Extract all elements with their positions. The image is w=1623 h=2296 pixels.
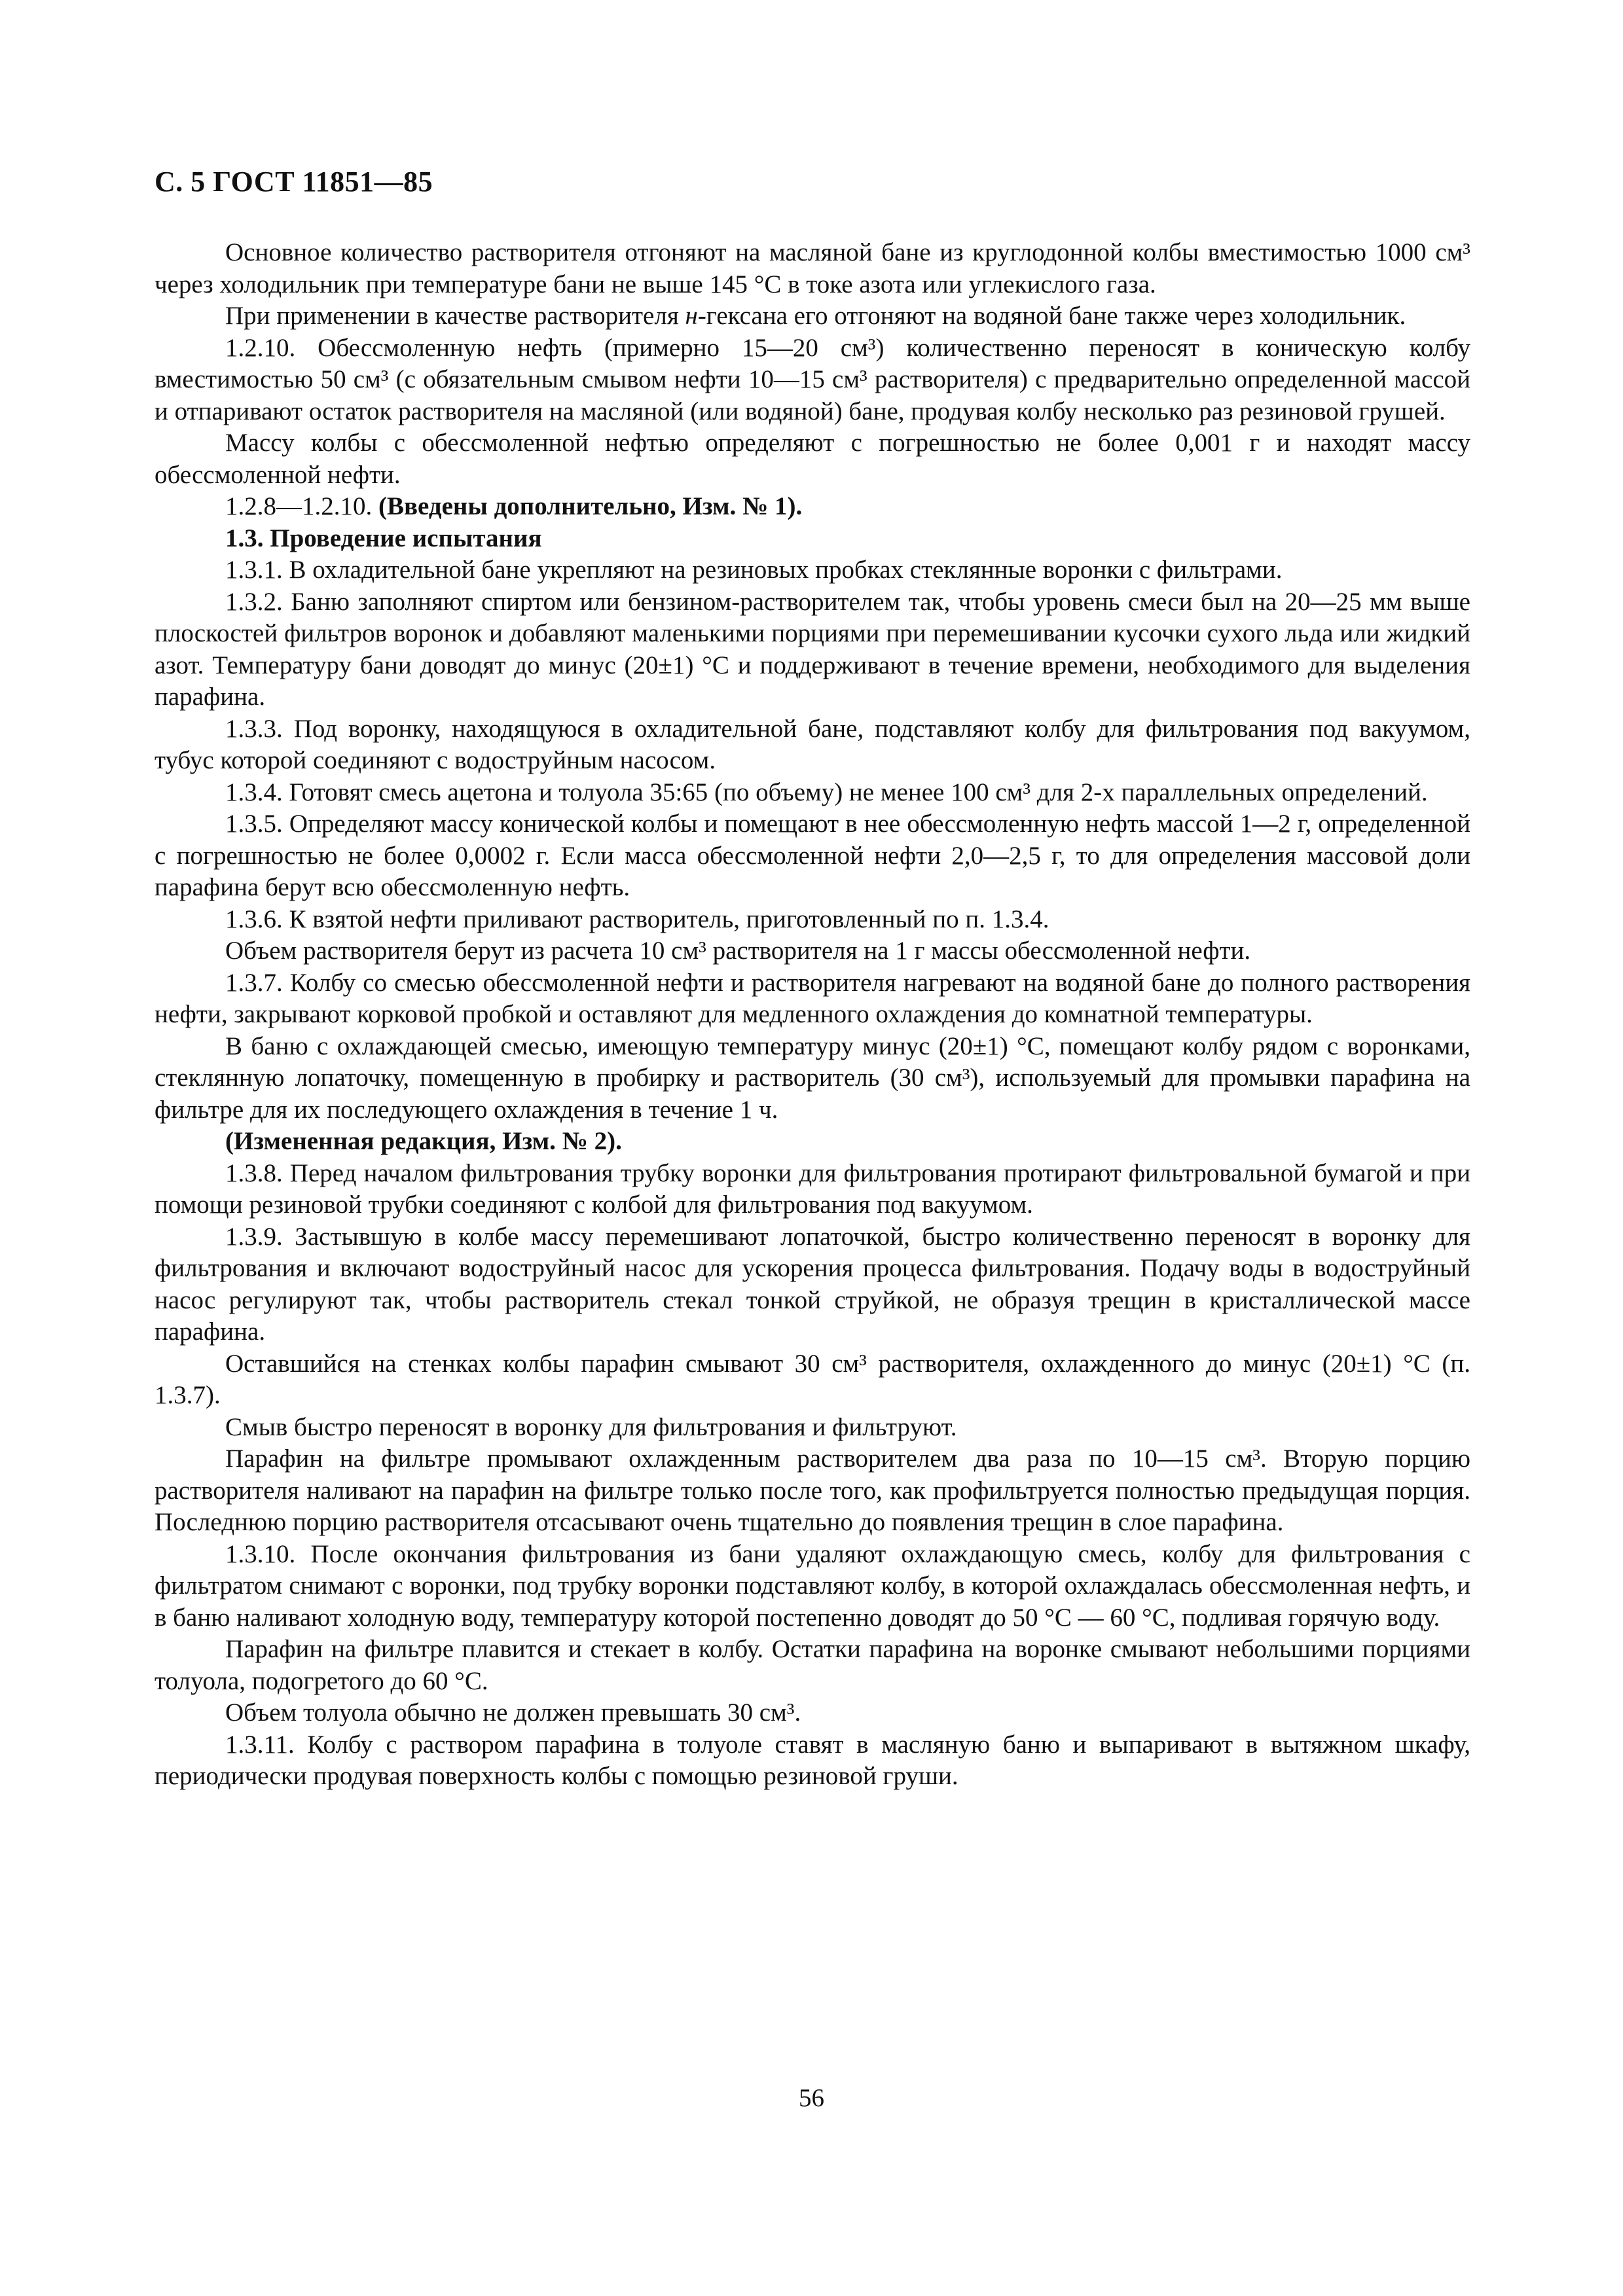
document-body xyxy=(155,237,1470,1793)
section-heading: 1.3. Проведение испытания xyxy=(225,524,542,552)
paragraph: Основное количество растворителя отгоняют на масляной бане из круглодонной колбы вместимостью 1000 см³ через холодильник при температуре бани не выше 145 °С в токе азота или углекислого газа. xyxy=(155,238,1470,298)
paragraph: Оставшийся на стенках колбы парафин смывают 30 см³ растворителя, охлажденного до минус (20±1) °С (п. 1.3.7). xyxy=(155,1349,1470,1409)
paragraph: 1.3.3. Под воронку, находящуюся в охладительной бане, подставляют колбу для фильтрования под вакуумом, тубус которой соединяют с водоструйным насосом. xyxy=(155,714,1470,774)
paragraph: 1.3.2. Баню заполняют спиртом или бензином-растворителем так, чтобы уровень смеси был на 20—25 мм выше плоскостей фильтров воронок и добавляют маленькими порциями при перемешивании кусочки сухого льда или жидкий азот. Температуру бани доводят до минус (20±1) °С и поддерживают в течение времени, необходимого для выделения парафина. xyxy=(155,587,1470,711)
paragraph: Объем растворителя берут из расчета 10 см³ растворителя на 1 г массы обессмоленной нефти. xyxy=(225,937,1251,965)
text-run: При применении в качестве растворителя xyxy=(225,302,685,330)
amendment-note xyxy=(155,491,1470,523)
italic-text: н xyxy=(685,302,698,330)
paragraph: 1.3.8. Перед началом фильтрования трубку воронки для фильтрования протирают фильтровальной бумагой и при помощи резиновой трубки соединяют с колбой для фильтрования под вакуумом. xyxy=(155,1158,1470,1219)
text-run: -гексана его отгоняют на водяной бане также через холодильник. xyxy=(697,302,1406,330)
paragraph: 1.3.10. После окончания фильтрования из бани удаляют охлаждающую смесь, колбу для фильтрования с фильтратом снимают с воронки, под трубку воронки подставляют колбу, в которой охлаждалась обессмоленная нефть, и в баню наливают холодную воду, температуру которой постепенно доводят до 50 °С — 60 °С, подливая горячую воду. xyxy=(155,1539,1470,1632)
paragraph: 1.3.9. Застывшую в колбе массу перемешивают лопаточкой, быстро количественно переносят в воронку для фильтрования и включают водоструйный насос для ускорения процесса фильтрования. Подачу воды в водоструйный насос регулируют так, чтобы растворитель стекал тонкой струйкой, не образуя трещин в кристаллической массе парафина. xyxy=(155,1222,1470,1346)
paragraph: Парафин на фильтре плавится и стекает в колбу. Остатки парафина на воронке смывают небольшими порциями толуола, подогретого до 60 °С. xyxy=(155,1635,1470,1695)
paragraph: Парафин на фильтре промывают охлажденным растворителем два раза по 10—15 см³. Вторую порцию растворителя наливают на парафин на фильтре только после того, как профильтруется полностью предыдущая порция. Последнюю порцию растворителя отсасывают очень тщательно до появления трещин в слое парафина. xyxy=(155,1444,1470,1536)
paragraph: 1.3.5. Определяют массу конической колбы и помещают в нее обессмоленную нефть массой 1—2 г, определенной с погрешностью не более 0,0002 г. Если масса обессмоленной нефти 2,0—2,5 г, то для определения массовой доли парафина берут всю обессмоленную нефть. xyxy=(155,810,1470,901)
page-number: 56 xyxy=(799,2084,824,2112)
page-header: С. 5 ГОСТ 11851—85 xyxy=(155,166,433,198)
paragraph xyxy=(155,300,1470,332)
paragraph: 1.3.1. В охладительной бане укрепляют на резиновых пробках стеклянные воронки с фильтрами. xyxy=(225,556,1283,584)
paragraph: Массу колбы с обессмоленной нефтью определяют с погрешностью не более 0,001 г и находят массу обессмоленной нефти. xyxy=(155,429,1470,489)
paragraph: 1.3.6. К взятой нефти приливают растворитель, приготовленный по п. 1.3.4. xyxy=(225,905,1049,933)
text-run: 1.2.8—1.2.10. xyxy=(225,492,378,520)
amendment-note: (Измененная редакция, Изм. № 2). xyxy=(225,1127,622,1155)
paragraph: Смыв быстро переносят в воронку для фильтрования и фильтруют. xyxy=(225,1412,957,1441)
paragraph: 1.3.4. Готовят смесь ацетона и толуола 35:65 (по объему) не менее 100 см³ для 2-х параллельных определений. xyxy=(225,778,1428,806)
paragraph: 1.2.10. Обессмоленную нефть (примерно 15—20 см³) количественно переносят в коническую колбу вместимостью 50 см³ (с обязательным смывом нефти 10—15 см³ растворителя) с предварительно определенной массой и отпаривают остаток растворителя на масляной (или водяной) бане, продувая колбу несколько раз резиновой грушей. xyxy=(155,333,1470,425)
paragraph: 1.3.7. Колбу со смесью обессмоленной нефти и растворителя нагревают на водяной бане до полного растворения нефти, закрывают корковой пробкой и оставляют для медленного охлаждения до комнатной температуры. xyxy=(155,968,1470,1028)
paragraph: Объем толуола обычно не должен превышать 30 см³. xyxy=(225,1698,801,1727)
bold-text: (Введены дополнительно, Изм. № 1). xyxy=(378,492,803,520)
paragraph: 1.3.11. Колбу с раствором парафина в толуоле ставят в масляную баню и выпаривают в вытяжном шкафу, периодически продувая поверхность колбы с помощью резиновой груши. xyxy=(155,1730,1470,1790)
paragraph: В баню с охлаждающей смесью, имеющую температуру минус (20±1) °С, помещают колбу рядом с воронками, стеклянную лопаточку, помещенную в пробирку и растворитель (30 см³), используемый для промывки парафина на фильтре для их последующего охлаждения в течение 1 ч. xyxy=(155,1031,1470,1124)
